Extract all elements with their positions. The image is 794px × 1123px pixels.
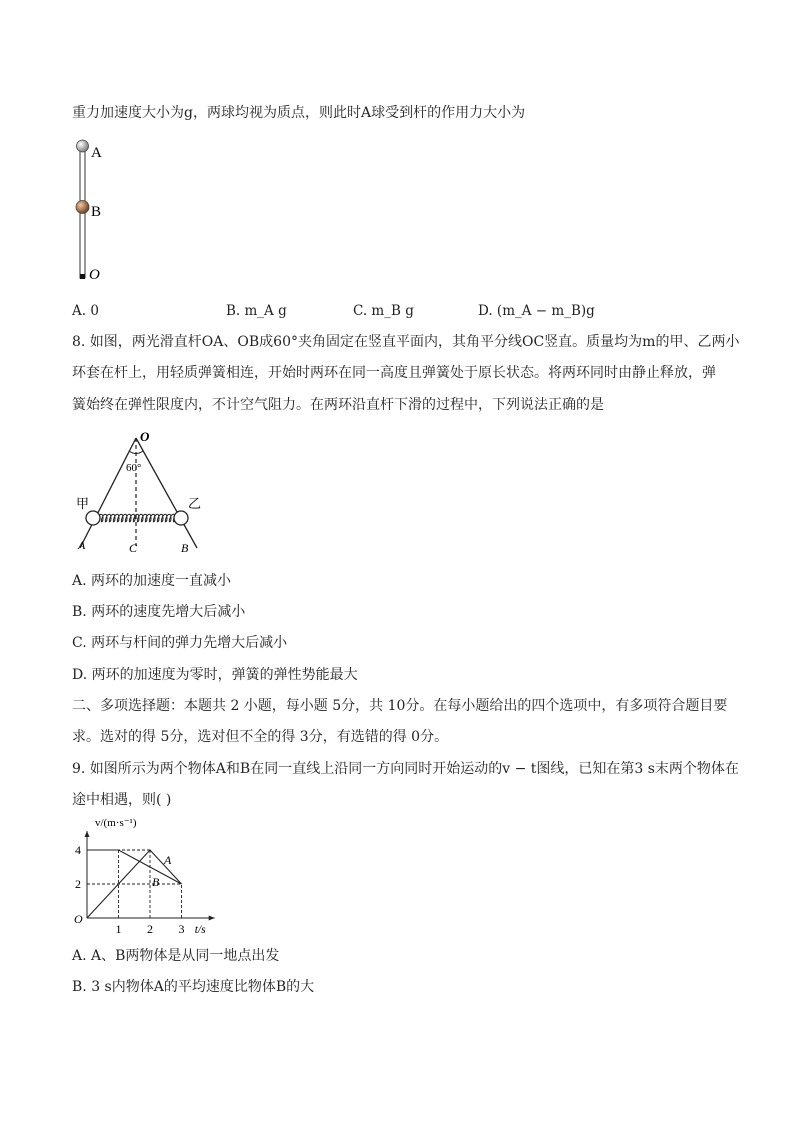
x-tick-label-2: 2: [147, 922, 153, 936]
label-yi: 乙: [188, 496, 202, 511]
x-axis-arrow: [209, 916, 215, 921]
label-angle: 60°: [126, 462, 142, 474]
x-tick-label-1: 1: [115, 922, 122, 936]
q9-stem-line1: 9. 如图所示为两个物体A和B在同一直线上沿同一方向同时开始运动的v − t图线，已知在第3 s末两个物体在: [72, 761, 739, 777]
q9-option-b: B. 3 s内物体A的平均速度比物体B的大: [72, 979, 315, 995]
ring-yi: [174, 511, 188, 525]
section2-line2: 求。选对的得 5分，选对但不全的得 3分，有选错的得 0分。: [72, 729, 449, 745]
q8-rods-figure: [70, 424, 220, 556]
vt-chart: [70, 812, 220, 940]
series-label-B: B: [152, 875, 160, 889]
y-axis-arrow: [85, 831, 90, 837]
q7-option-c: C. m_B g: [353, 303, 414, 319]
label-b: B: [91, 204, 102, 220]
ball-b: [76, 201, 89, 214]
x-tick-label-3: 3: [178, 922, 185, 936]
pivot-o: [80, 274, 85, 279]
ball-a: [77, 140, 89, 152]
q7-option-a: A. 0: [72, 303, 99, 319]
q8-option-c: C. 两环与杆间的弹力先增大后减小: [72, 635, 288, 651]
x-axis-label: t/s: [194, 924, 206, 936]
label-c: C: [129, 541, 138, 555]
q7-rod-figure: [70, 136, 130, 286]
y-axis-label: v/(m·s⁻¹): [95, 817, 137, 829]
label-o: O: [140, 429, 150, 444]
q9-stem-line2: 途中相遇，则( ): [72, 792, 172, 808]
q8-option-d: D. 两环的加速度为零时，弹簧的弹性势能最大: [72, 667, 358, 683]
q8-option-b: B. 两环的速度先增大后减小: [72, 604, 246, 620]
q7-option-d: D. (m_A − m_B)g: [478, 303, 595, 319]
label-jia: 甲: [76, 496, 90, 511]
q8-option-a: A. 两环的加速度一直减小: [72, 573, 232, 589]
spring: [98, 514, 183, 522]
label-a: A: [91, 145, 102, 161]
y-tick-label-2: 2: [75, 877, 81, 891]
section2-line1: 二、多项选择题：本题共 2 小题，每小题 5分，共 10分。在每小题给出的四个选项中，有多项符合题目要: [72, 698, 728, 714]
q9-option-a: A. A、B两物体是从同一地点出发: [72, 948, 280, 964]
q8-stem-line1: 8. 如图，两光滑直杆OA、OB成60°夹角固定在竖直平面内，其角平分线OC竖直。质量均为m的甲、乙两小: [72, 334, 740, 350]
q8-stem-line2: 环套在杆上，用轻质弹簧相连，开始时两环在同一高度且弹簧处于原长状态。将两环同时由静止释放，弹: [72, 365, 716, 381]
ring-jia: [86, 511, 100, 525]
label-a: A: [78, 538, 86, 552]
series-label-A: A: [164, 853, 172, 867]
y-tick-label-4: 4: [75, 843, 81, 857]
label-o: O: [89, 267, 100, 283]
q7-stem-tail: 重力加速度大小为g，两球均视为质点，则此时A球受到杆的作用力大小为: [72, 105, 526, 121]
q7-option-b: B. m_A g: [226, 303, 287, 319]
origin-label: O: [74, 912, 83, 926]
q8-stem-line3: 簧始终在弹性限度内，不计空气阻力。在两环沿直杆下滑的过程中，下列说法正确的是: [72, 397, 604, 413]
label-b: B: [181, 541, 189, 555]
